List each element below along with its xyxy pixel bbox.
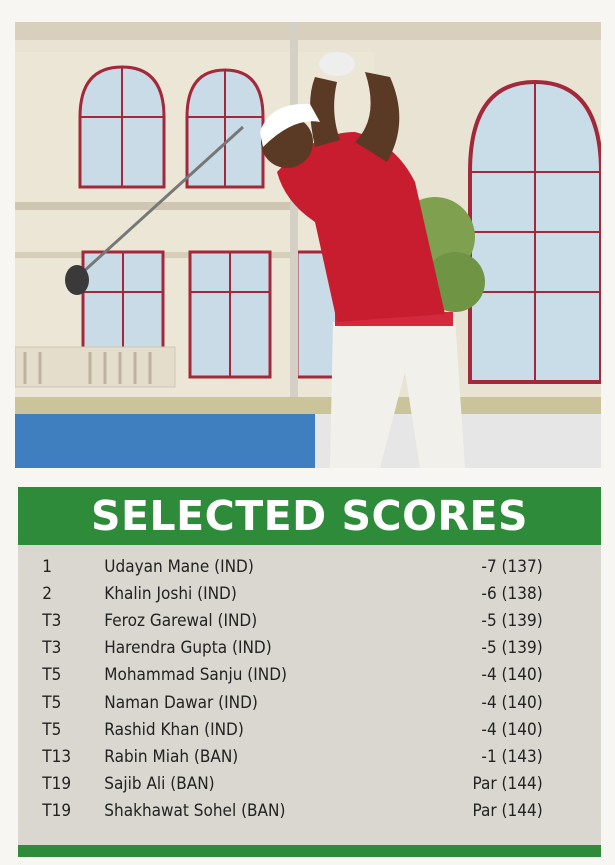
player-score: -5 (139) bbox=[481, 638, 543, 659]
position: T3 bbox=[42, 610, 62, 631]
golfer-photo bbox=[15, 22, 601, 468]
player-name: Shakhawat Sohel (BAN) bbox=[104, 801, 286, 822]
player-score: -6 (138) bbox=[481, 583, 543, 604]
player-name: Rashid Khan (IND) bbox=[104, 719, 244, 740]
score-row bbox=[18, 716, 543, 743]
player-name: Harendra Gupta (IND) bbox=[104, 638, 272, 659]
score-row bbox=[18, 798, 543, 825]
player-score: -4 (140) bbox=[481, 665, 543, 686]
player-score: -1 (143) bbox=[481, 746, 543, 767]
score-row bbox=[18, 662, 543, 689]
scores-list bbox=[18, 545, 601, 825]
score-row bbox=[18, 743, 543, 770]
player-score: -5 (139) bbox=[481, 610, 543, 631]
score-row bbox=[18, 580, 543, 607]
score-row bbox=[18, 607, 543, 634]
player-name: Feroz Garewal (IND) bbox=[104, 610, 258, 631]
position: T19 bbox=[42, 774, 72, 795]
player-score: -7 (137) bbox=[481, 556, 543, 577]
score-row bbox=[18, 771, 543, 798]
footer-bar bbox=[18, 845, 601, 857]
position: T5 bbox=[42, 665, 62, 686]
score-row bbox=[18, 553, 543, 580]
position: 2 bbox=[42, 583, 53, 604]
score-row bbox=[18, 689, 543, 716]
position: T19 bbox=[42, 801, 72, 822]
player-name: Sajib Ali (BAN) bbox=[104, 774, 215, 795]
position: T5 bbox=[42, 692, 62, 713]
player-score: Par (144) bbox=[472, 774, 543, 795]
player-name: Udayan Mane (IND) bbox=[104, 556, 254, 577]
player-name: Naman Dawar (IND) bbox=[104, 692, 258, 713]
position: T13 bbox=[42, 746, 72, 767]
score-row bbox=[18, 635, 543, 662]
player-name: Mohammad Sanju (IND) bbox=[104, 665, 287, 686]
player-name: Rabin Miah (BAN) bbox=[104, 746, 239, 767]
selected-scores-panel bbox=[18, 487, 601, 857]
player-score: -4 (140) bbox=[481, 719, 543, 740]
scores-title: SELECTED SCORES bbox=[18, 487, 601, 545]
position: 1 bbox=[42, 556, 53, 577]
player-score: Par (144) bbox=[472, 801, 543, 822]
position: T5 bbox=[42, 719, 62, 740]
position: T3 bbox=[42, 638, 62, 659]
golfer-illustration bbox=[15, 22, 601, 468]
player-name: Khalin Joshi (IND) bbox=[104, 583, 237, 604]
player-score: -4 (140) bbox=[481, 692, 543, 713]
